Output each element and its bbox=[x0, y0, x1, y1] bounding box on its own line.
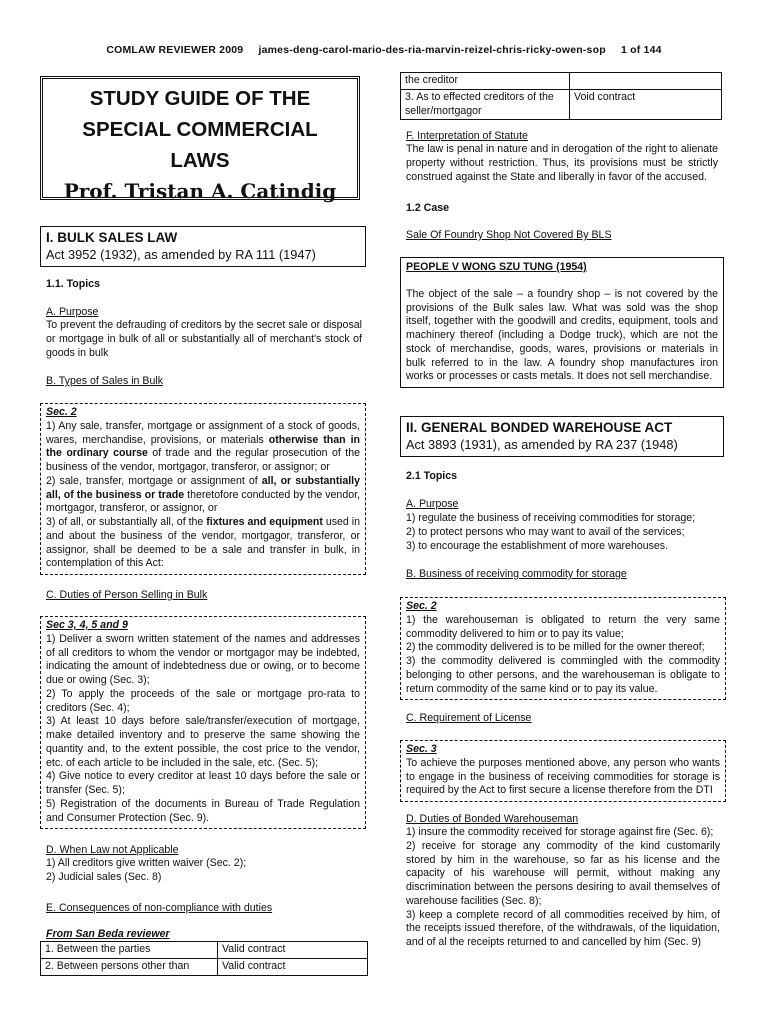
bulk-sec3-box bbox=[40, 616, 366, 829]
table-cell: Valid contract bbox=[218, 958, 368, 975]
bulk-sec2-item-1: 1) Any sale, transfer, mortgage or assignment of a stock of goods, wares, merchandise, provisions, or materials otherwise than in the ordinary course of trade and the regular prosecution of the business of the vendor, mortgagor, transferor, or assignor; or bbox=[46, 419, 360, 474]
header-left: COMLAW REVIEWER 2009 bbox=[106, 44, 244, 56]
bulk-notapp-1: 1) All creditors give written waiver (Sec. 2); bbox=[46, 857, 247, 869]
table-cell: Valid contract bbox=[218, 942, 368, 959]
gbw-heading: II. GENERAL BONDED WAREHOUSE ACT bbox=[406, 420, 673, 435]
table-row bbox=[401, 89, 722, 120]
bulk-purpose-text: To prevent the defrauding of creditors by the secret sale or disposal or mortgage in bulk of all or substantially all of merchant's stock of goods in bulk bbox=[46, 319, 362, 359]
gbw-purpose-label: A. Purpose bbox=[406, 498, 459, 510]
interp-label: F. Interpretation of Statute bbox=[406, 130, 528, 142]
gbw-sec2-box bbox=[400, 597, 726, 700]
gbw-subheading: Act 3893 (1931), as amended by RA 237 (1948) bbox=[406, 436, 678, 452]
bulk-notapp-label: D. When Law not Applicable bbox=[46, 844, 179, 856]
page-header bbox=[0, 44, 768, 58]
gbw-duties-label: D. Duties of Bonded Warehouseman bbox=[406, 813, 579, 825]
case-box bbox=[400, 257, 724, 388]
table-cell bbox=[570, 73, 722, 90]
table-row bbox=[41, 958, 368, 975]
title-line-2: SPECIAL COMMERCIAL bbox=[82, 118, 318, 141]
interp-text: The law is penal in nature and in derogation of the right to alienate property without restriction. Thus, its provisions must be strictly construed against the State and liberally in favor of the accused. bbox=[406, 143, 718, 183]
bulk-duties-label: C. Duties of Person Selling in Bulk bbox=[46, 589, 208, 601]
table-cell: Void contract bbox=[570, 89, 722, 120]
bulk-duty-4: 4) Give notice to every creditor at least 10 days before the sale or transfer (Sec. 5); bbox=[46, 770, 360, 797]
gbw-license-label: C. Requirement of License bbox=[406, 712, 532, 724]
bulk-duty-3: 3) At least 10 days before sale/transfer/execution of mortgage, make detailed inventory and to preserve the same showing the quantity and, to the extent possible, the cost price to the vendor, etc. of each article to be included in the sale, etc. (Sec. 5); bbox=[46, 715, 360, 769]
gbw-business-label: B. Business of receiving commodity for storage bbox=[406, 568, 627, 580]
case-text: The object of the sale – a foundry shop – is not covered by the provisions of the Bulk sales law. What was sold was the shop itself, together with the goodwill and credits, equipment, tools and machinery thereof (including a Dodge truck), which are not the stock of merchandise, goods, wares, provisions or materials in bulk referred to in the law. A foundry shop manufactures iron works or processes or casts metals. It does not sell merchandise. bbox=[406, 287, 718, 383]
gbw-heading-box bbox=[400, 416, 724, 457]
title-author: Prof. Tristan A. Catindig bbox=[63, 179, 337, 203]
header-center: james-deng-carol-mario-des-ria-marvin-reizel-chris-ricky-owen-sop bbox=[258, 44, 606, 56]
table-cell: the creditor bbox=[401, 73, 570, 90]
gbw-sec2-label: Sec. 2 bbox=[406, 600, 437, 612]
gbw-purpose-2: 2) to protect persons who may want to avail of the services; bbox=[406, 526, 685, 538]
gbw-purpose-1: 1) regulate the business of receiving commodities for storage; bbox=[406, 512, 696, 524]
bulk-duty-1: 1) Deliver a sworn written statement of the names and addresses of all creditors to whom the vendor or mortgagor may be indebted, indicating the amount of indebtedness due or owing, or to become due or owing (Sec. 3); bbox=[46, 632, 360, 687]
title-line-3: LAWS bbox=[170, 149, 230, 172]
gbw-purpose-3: 3) to encourage the establishment of more warehouses. bbox=[406, 540, 669, 552]
gbw-duty-3: 3) keep a complete record of all commodities received by him, of the receipts issued therefore, of the withdrawals, of the liquidation, and of al the receipts returned to and cancelled by him (Sec. 9) bbox=[406, 908, 720, 949]
table-cell: 2. Between persons other than bbox=[41, 958, 218, 975]
bulk-duty-5: 5) Registration of the documents in Bureau of Trade Regulation and Consumer Protection (Sec. 9). bbox=[46, 797, 360, 824]
table-row bbox=[401, 73, 722, 90]
bulk-sec2-label: Sec. 2 bbox=[46, 406, 77, 418]
case-subtitle: Sale Of Foundry Shop Not Covered By BLS bbox=[406, 229, 612, 241]
bulk-sec2-item-3: 3) of all, or substantially all, of the fixtures and equipment used in and about the business of the vendor, mortgagor, transferor, or assignor, shall be deemed to be a sale and transfer in bulk, in contemplation of this Act: bbox=[46, 516, 360, 570]
bulk-sec2-item-2: 2) sale, transfer, mortgage or assignment of all, or substantially all, of the business or trade theretofore conducted by the vendor, mortgagor, transferor, or assignor, or bbox=[46, 474, 361, 515]
gbw-sec2-item-1: 1) the warehouseman is obligated to return the very same commodity delivered to him or to pay its value; bbox=[406, 613, 720, 640]
title-box bbox=[40, 76, 360, 203]
bulk-sales-heading: I. BULK SALES LAW bbox=[46, 230, 178, 245]
bulk-sales-heading-box bbox=[40, 226, 366, 267]
gbw-duty-2: 2) receive for storage any commodity of the kind customarily stored by him in the warehouse, so far as his license and the capacity of his warehouse will permit, without making any discrimination between the persons desiring to avail themselves of warehouse facilities (Sec. 8); bbox=[406, 839, 720, 907]
gbw-sec2-item-2: 2) the commodity delivered is to be milled for the owner thereof; bbox=[406, 641, 705, 654]
table-row bbox=[41, 942, 368, 959]
gbw-sec2-item-3: 3) the commodity delivered is commingled with the commodity belonging to other persons, and the warehouseman is obligate to return commodity of the same kind or to pay its value. bbox=[406, 655, 720, 695]
header-page-number: 1 of 144 bbox=[620, 44, 662, 56]
case-label: 1.2 Case bbox=[406, 202, 449, 214]
gbw-sec3-text: To achieve the purposes mentioned above, any person who wants to engage in the business of receiving commodities for storage is required by the Act to first secure a license therefore from the DTI bbox=[406, 756, 720, 797]
gbw-sec3-label: Sec. 3 bbox=[406, 743, 437, 755]
bulk-sales-subheading: Act 3952 (1932), as amended by RA 111 (1947) bbox=[46, 246, 316, 262]
bulk-types-label: B. Types of Sales in Bulk bbox=[46, 375, 163, 387]
gbw-duty-1: 1) insure the commodity received for storage against fire (Sec. 6); bbox=[406, 826, 714, 838]
bulk-purpose-label: A. Purpose bbox=[46, 306, 99, 318]
bulk-sanbeda-label: From San Beda reviewer bbox=[46, 928, 170, 940]
gbw-duties-list bbox=[406, 826, 720, 950]
title-line-1: STUDY GUIDE OF THE bbox=[89, 87, 311, 110]
bulk-sec3-label: Sec 3, 4, 5 and 9 bbox=[46, 619, 128, 631]
bulk-consequences-table bbox=[40, 941, 368, 976]
bulk-notapp-2: 2) Judicial sales (Sec. 8) bbox=[46, 871, 162, 883]
bulk-topics-label: 1.1. Topics bbox=[46, 278, 100, 290]
table-cell: 1. Between the parties bbox=[41, 942, 218, 959]
case-title: PEOPLE V WONG SZU TUNG (1954) bbox=[406, 261, 587, 273]
bulk-conseq-label: E. Consequences of non-compliance with duties bbox=[46, 902, 273, 914]
gbw-topics-label: 2.1 Topics bbox=[406, 470, 458, 482]
bulk-duty-2: 2) To apply the proceeds of the sale or mortgage pro-rata to creditors (Sec. 4); bbox=[46, 687, 360, 714]
gbw-sec3-box bbox=[400, 740, 726, 802]
consequences-table-continued bbox=[400, 72, 722, 120]
table-cell: 3. As to effected creditors of the seller/mortgagor bbox=[401, 89, 570, 120]
bulk-sec2-box bbox=[40, 403, 366, 575]
